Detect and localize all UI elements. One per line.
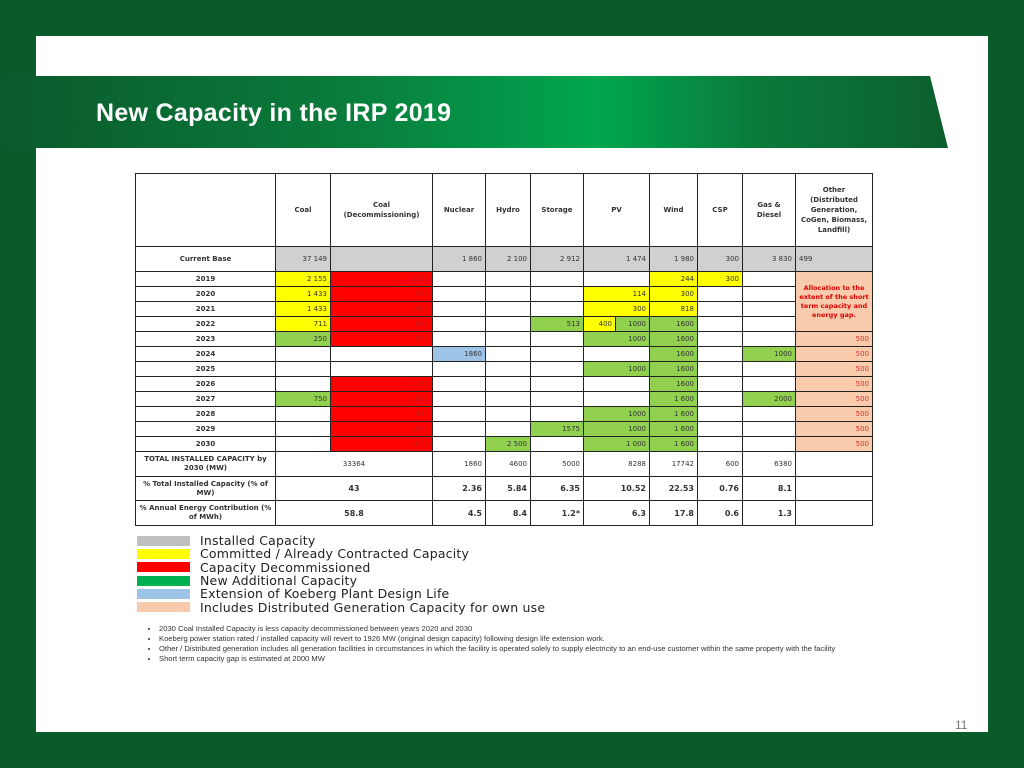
- table-cell: 1000: [584, 407, 650, 422]
- table-cell: 500: [796, 422, 873, 437]
- table-row: [136, 407, 873, 422]
- table-cell: -844: [331, 317, 433, 332]
- table-cell: 1600: [650, 362, 698, 377]
- row-label: 2023: [136, 332, 276, 347]
- legend-item: [137, 587, 545, 600]
- table-cell: [698, 317, 743, 332]
- table-cell: -847: [331, 392, 433, 407]
- table-cell: [331, 347, 433, 362]
- table-cell: 2.36: [433, 477, 486, 501]
- table-cell: [486, 317, 531, 332]
- table-cell: 300: [698, 272, 743, 287]
- legend-label: Installed Capacity: [200, 533, 316, 549]
- column-header: PV: [584, 174, 650, 247]
- table-cell: 250: [276, 332, 331, 347]
- table-cell: [433, 377, 486, 392]
- table-row: [136, 501, 873, 526]
- table-cell: 0.76: [698, 477, 743, 501]
- column-header: [136, 174, 276, 247]
- table-cell: [331, 362, 433, 377]
- table-cell: 2 100: [486, 247, 531, 272]
- table-row: [136, 422, 873, 437]
- column-header: Wind: [650, 174, 698, 247]
- table-row: [136, 477, 873, 501]
- table-cell: 400: [584, 317, 616, 332]
- table-cell: 114: [584, 287, 650, 302]
- table-cell: 2 155: [276, 272, 331, 287]
- table-cell: [486, 362, 531, 377]
- column-header: Gas & Diesel: [743, 174, 796, 247]
- table-cell: [486, 287, 531, 302]
- slide-title: New Capacity in the IRP 2019: [96, 99, 452, 127]
- table-cell: [486, 272, 531, 287]
- table-cell: 1860: [433, 452, 486, 477]
- column-header: Coal: [276, 174, 331, 247]
- table-cell: [531, 287, 584, 302]
- capacity-table: [135, 173, 873, 526]
- legend-label: Committed / Already Contracted Capacity: [200, 546, 470, 562]
- table-cell: 500: [796, 332, 873, 347]
- row-label: 2019: [136, 272, 276, 287]
- legend-item: [137, 547, 545, 560]
- table-cell: [331, 247, 433, 272]
- table-cell: [743, 272, 796, 287]
- table-cell: 1 000: [584, 437, 650, 452]
- row-label: % Annual Energy Contribution (% of MWh): [136, 501, 276, 526]
- table-cell: 17.8: [650, 501, 698, 526]
- table-cell: 1000: [743, 347, 796, 362]
- row-label: 2025: [136, 362, 276, 377]
- table-cell: 8.4: [486, 501, 531, 526]
- column-header: Other (Distributed Generation, CoGen, Biomass, Landfill): [796, 174, 873, 247]
- table-row: [136, 452, 873, 477]
- page-number: 11: [955, 718, 968, 732]
- table-cell: 4.5: [433, 501, 486, 526]
- table-cell: [486, 407, 531, 422]
- table-cell: [433, 287, 486, 302]
- legend-label: Includes Distributed Generation Capacity for own use: [200, 599, 546, 615]
- table-cell: -557: [331, 287, 433, 302]
- table-row: [136, 287, 873, 302]
- table-cell: 1000: [616, 317, 650, 332]
- table-cell: 1600: [650, 377, 698, 392]
- legend-item: [137, 574, 545, 587]
- footnote: • 2030 Coal Installed Capacity is less capacity decommissioned between years 2020 and 2030: [159, 624, 879, 634]
- row-label: 2028: [136, 407, 276, 422]
- table-cell: [698, 332, 743, 347]
- table-cell: [433, 332, 486, 347]
- table-cell: 500: [796, 407, 873, 422]
- table-cell: 818: [650, 302, 698, 317]
- table-cell: 1575: [531, 422, 584, 437]
- table-cell: [743, 317, 796, 332]
- table-cell: [531, 347, 584, 362]
- row-label: % Total Installed Capacity (% of MW): [136, 477, 276, 501]
- table-cell: 33364: [276, 452, 433, 477]
- table-cell: [276, 377, 331, 392]
- column-header: CSP: [698, 174, 743, 247]
- footnotes: [145, 624, 879, 664]
- table-cell: 10.52: [584, 477, 650, 501]
- header-row: [136, 174, 873, 247]
- table-cell: 1000: [584, 422, 650, 437]
- table-cell: 1860: [433, 347, 486, 362]
- legend-swatch: [137, 549, 190, 559]
- table-row: [136, 302, 873, 317]
- table-cell: [531, 272, 584, 287]
- table-row: [136, 332, 873, 347]
- table-cell: 500: [796, 362, 873, 377]
- table-cell: 5.84: [486, 477, 531, 501]
- legend-label: New Additional Capacity: [200, 573, 358, 589]
- table-cell: 37 149: [276, 247, 331, 272]
- allocation-note: Allocation to the extent of the short term capacity and energy gap.: [796, 272, 873, 332]
- table-cell: [698, 287, 743, 302]
- table-cell: 1 980: [650, 247, 698, 272]
- table-cell: [584, 347, 650, 362]
- table-cell: 1000: [584, 332, 650, 347]
- table-cell: -1219: [331, 377, 433, 392]
- table-cell: -1050: [331, 437, 433, 452]
- table-cell: [433, 437, 486, 452]
- table-cell: [486, 302, 531, 317]
- legend-swatch: [137, 602, 190, 612]
- table-cell: [486, 332, 531, 347]
- table-cell: [486, 392, 531, 407]
- table-cell: 3 830: [743, 247, 796, 272]
- row-label: 2029: [136, 422, 276, 437]
- row-label: 2020: [136, 287, 276, 302]
- table-cell: [698, 407, 743, 422]
- table-cell: 6.35: [531, 477, 584, 501]
- table-cell: [743, 332, 796, 347]
- table-cell: 499: [796, 247, 873, 272]
- table-cell: 1.3: [743, 501, 796, 526]
- table-cell: [433, 407, 486, 422]
- table-cell: [743, 437, 796, 452]
- table-cell: 300: [698, 247, 743, 272]
- table-cell: [486, 347, 531, 362]
- table-cell: 600: [698, 452, 743, 477]
- table-cell: 6.3: [584, 501, 650, 526]
- legend: [137, 534, 545, 614]
- table-cell: -2373: [331, 272, 433, 287]
- table-cell: 5000: [531, 452, 584, 477]
- table-cell: 2000: [743, 392, 796, 407]
- legend-item: [137, 600, 545, 613]
- legend-item: [137, 561, 545, 574]
- legend-swatch: [137, 536, 190, 546]
- column-header: Coal (Decommissioning): [331, 174, 433, 247]
- table-row: [136, 377, 873, 392]
- row-label: 2022: [136, 317, 276, 332]
- table-cell: [531, 377, 584, 392]
- table-cell: [486, 422, 531, 437]
- legend-label: Extension of Koeberg Plant Design Life: [200, 586, 450, 602]
- table-cell: 1 860: [433, 247, 486, 272]
- row-label: 2027: [136, 392, 276, 407]
- table-cell: -1403: [331, 302, 433, 317]
- table-cell: [433, 317, 486, 332]
- table-cell: 244: [650, 272, 698, 287]
- table-cell: [584, 377, 650, 392]
- table-cell: [743, 407, 796, 422]
- table-cell: [584, 392, 650, 407]
- table-cell: [276, 437, 331, 452]
- table-cell: [276, 422, 331, 437]
- table-cell: 513: [531, 317, 584, 332]
- column-header: Storage: [531, 174, 584, 247]
- legend-label: Capacity Decommissioned: [200, 559, 371, 575]
- table-cell: -475: [331, 407, 433, 422]
- table-row: [136, 362, 873, 377]
- table-cell: [698, 302, 743, 317]
- table-cell: [531, 362, 584, 377]
- table-cell: 43: [276, 477, 433, 501]
- table-cell: 8288: [584, 452, 650, 477]
- table-cell: 6380: [743, 452, 796, 477]
- table-cell: [796, 452, 873, 477]
- table-cell: [743, 362, 796, 377]
- footnote: • Other / Distributed generation includes all generation facilities in circumstances in which the facility is operated solely to supply electricity to an end-use customer within the same property with the facility: [159, 644, 879, 654]
- row-label: 2024: [136, 347, 276, 362]
- table-cell: 500: [796, 377, 873, 392]
- table-cell: [531, 392, 584, 407]
- legend-swatch: [137, 576, 190, 586]
- table-row: [136, 317, 873, 332]
- table-cell: [743, 377, 796, 392]
- table-cell: [698, 377, 743, 392]
- table-cell: [531, 302, 584, 317]
- table-cell: 58.8: [276, 501, 433, 526]
- row-label: TOTAL INSTALLED CAPACITY by 2030 (MW): [136, 452, 276, 477]
- table-cell: 2 912: [531, 247, 584, 272]
- table-cell: [584, 272, 650, 287]
- row-label: Current Base: [136, 247, 276, 272]
- table-cell: 1 433: [276, 302, 331, 317]
- table-cell: [433, 362, 486, 377]
- table-cell: 1 433: [276, 287, 331, 302]
- table-cell: 500: [796, 437, 873, 452]
- table-cell: [743, 422, 796, 437]
- footnote: • Koeberg power station rated / installed capacity will revert to 1926 MW (original design capacity) following design life extension work.: [159, 634, 879, 644]
- table-row: [136, 247, 873, 272]
- table-cell: 2 500: [486, 437, 531, 452]
- table-cell: [698, 437, 743, 452]
- table-cell: 500: [796, 392, 873, 407]
- column-header: Hydro: [486, 174, 531, 247]
- footnote: • Short term capacity gap is estimated at 2000 MW: [159, 654, 879, 664]
- table-cell: 1 600: [650, 392, 698, 407]
- table-cell: 1600: [650, 317, 698, 332]
- table-cell: 750: [276, 392, 331, 407]
- table-cell: [743, 287, 796, 302]
- legend-item: [137, 534, 545, 547]
- table-cell: 300: [650, 287, 698, 302]
- table-cell: 1000: [584, 362, 650, 377]
- table-cell: [531, 407, 584, 422]
- table-row: [136, 437, 873, 452]
- table-cell: 22.53: [650, 477, 698, 501]
- table-cell: 1.2*: [531, 501, 584, 526]
- table-cell: 1600: [650, 332, 698, 347]
- table-cell: 17742: [650, 452, 698, 477]
- table-cell: 1 600: [650, 407, 698, 422]
- table-cell: 1600: [650, 347, 698, 362]
- table-cell: [743, 302, 796, 317]
- table-cell: [433, 392, 486, 407]
- table-cell: [531, 332, 584, 347]
- column-header: Nuclear: [433, 174, 486, 247]
- table-cell: 1 600: [650, 422, 698, 437]
- table-cell: -555: [331, 332, 433, 347]
- table-cell: 8.1: [743, 477, 796, 501]
- table-cell: 711: [276, 317, 331, 332]
- table-cell: 1 474: [584, 247, 650, 272]
- row-label: 2021: [136, 302, 276, 317]
- table-cell: [276, 347, 331, 362]
- table-cell: [433, 422, 486, 437]
- table-cell: [433, 302, 486, 317]
- row-label: 2030: [136, 437, 276, 452]
- table-cell: [276, 407, 331, 422]
- table-cell: [796, 501, 873, 526]
- table-cell: [276, 362, 331, 377]
- legend-swatch: [137, 562, 190, 572]
- table-row: [136, 272, 873, 287]
- table-cell: [486, 377, 531, 392]
- table-cell: -1694: [331, 422, 433, 437]
- row-label: 2026: [136, 377, 276, 392]
- table-cell: [698, 362, 743, 377]
- table-cell: 1 600: [650, 437, 698, 452]
- table-cell: [433, 272, 486, 287]
- table-cell: [698, 392, 743, 407]
- table-cell: [796, 477, 873, 501]
- table-row: [136, 392, 873, 407]
- table-cell: [698, 422, 743, 437]
- table-cell: 0.6: [698, 501, 743, 526]
- table-cell: [531, 437, 584, 452]
- table-row: [136, 347, 873, 362]
- table-cell: 500: [796, 347, 873, 362]
- legend-swatch: [137, 589, 190, 599]
- table-cell: 4600: [486, 452, 531, 477]
- table-cell: [698, 347, 743, 362]
- table-cell: 300: [584, 302, 650, 317]
